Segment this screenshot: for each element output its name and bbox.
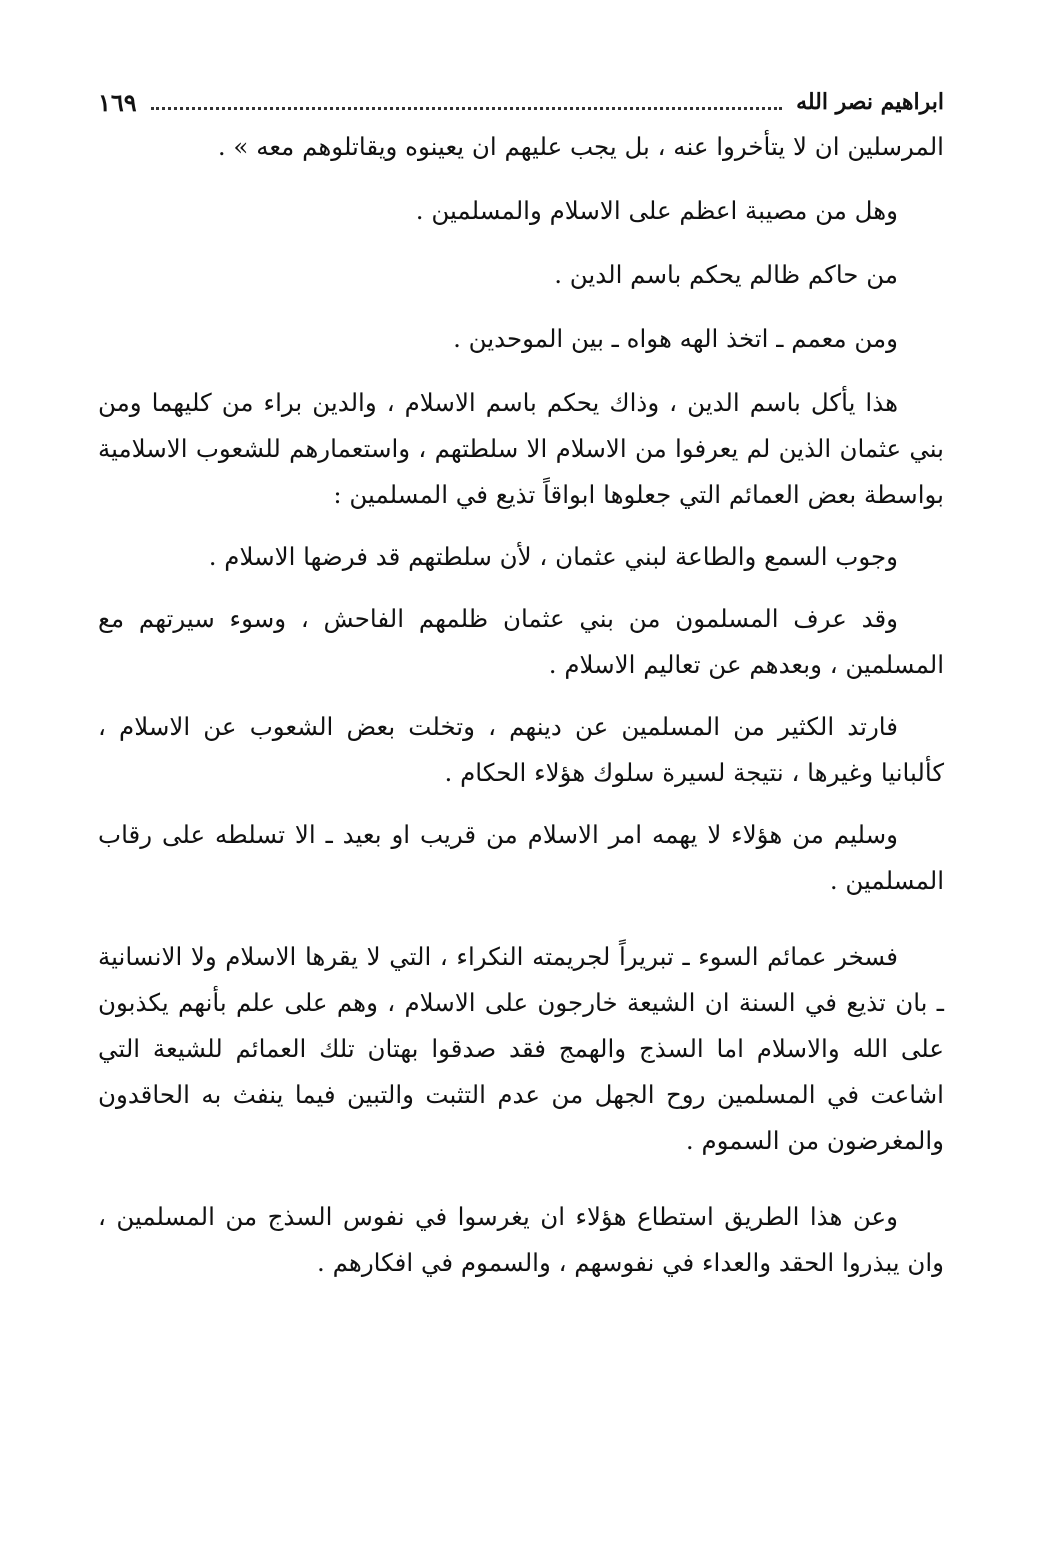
paragraph: هذا يأكل باسم الدين ، وذاك يحكم باسم الاسلام ، والدين براء من كليهما ومن بني عثمان الذين لم يعرفوا من الاسلام الا سلطتهم ، واستعمارهم للشعوب الاسلامية بواسطة بعض العمائم التي جعلوها ابواقاً تذيع في المسلمين : — [98, 388, 944, 509]
page-number: ١٦٩ — [98, 87, 137, 117]
running-header-author: ابراهيم نصر الله — [796, 89, 944, 115]
paragraph: وعن هذا الطريق استطاع هؤلاء ان يغرسوا في نفوس السذج من المسلمين ، وان يبذروا الحقد والعداء في نفوسهم ، والسموم في افكارهم . — [98, 1202, 944, 1277]
paragraph: المرسلين ان لا يتأخروا عنه ، بل يجب عليهم ان يعينوه ويقاتلوهم معه » . — [217, 132, 944, 161]
paragraph: ومن معمم ـ اتخذ الهه هواه ـ بين الموحدين . — [453, 324, 898, 353]
paragraph: وسليم من هؤلاء لا يهمه امر الاسلام من قريب او بعيد ـ الا تسلطه على رقاب المسلمين . — [98, 820, 944, 895]
paragraph: من حاكم ظالم يحكم باسم الدين . — [554, 260, 898, 289]
paragraph: وجوب السمع والطاعة لبني عثمان ، لأن سلطتهم قد فرضها الاسلام . — [208, 542, 898, 571]
paragraph: وقد عرف المسلمون من بني عثمان ظلمهم الفاحش ، وسوء سيرتهم مع المسلمين ، وبعدهم عن تعاليم الاسلام . — [98, 604, 944, 679]
body-text — [98, 124, 944, 1286]
dot-leader — [151, 107, 782, 110]
paragraph: فسخر عمائم السوء ـ تبريراً لجريمته النكراء ، التي لا يقرها الاسلام ولا الانسانية ـ بان تذيع في السنة ان الشيعة خارجون على الاسلام ، وهم على علم بأنهم يكذبون على الله والاسلام اما السذج والهمج فقد صدقوا بهتان تلك العمائم للشيعة التي اشاعت في المسلمين روح الجهل من عدم التثبت والتبين فيما ينفث به الحاقدون والمغرضون من السموم . — [98, 942, 944, 1155]
running-header — [98, 84, 944, 120]
paragraph: فارتد الكثير من المسلمين عن دينهم ، وتخلت بعض الشعوب عن الاسلام ، كألبانيا وغيرها ، نتيجة لسيرة سلوك هؤلاء الحكام . — [98, 712, 944, 787]
paragraph: وهل من مصيبة اعظم على الاسلام والمسلمين . — [415, 196, 898, 225]
